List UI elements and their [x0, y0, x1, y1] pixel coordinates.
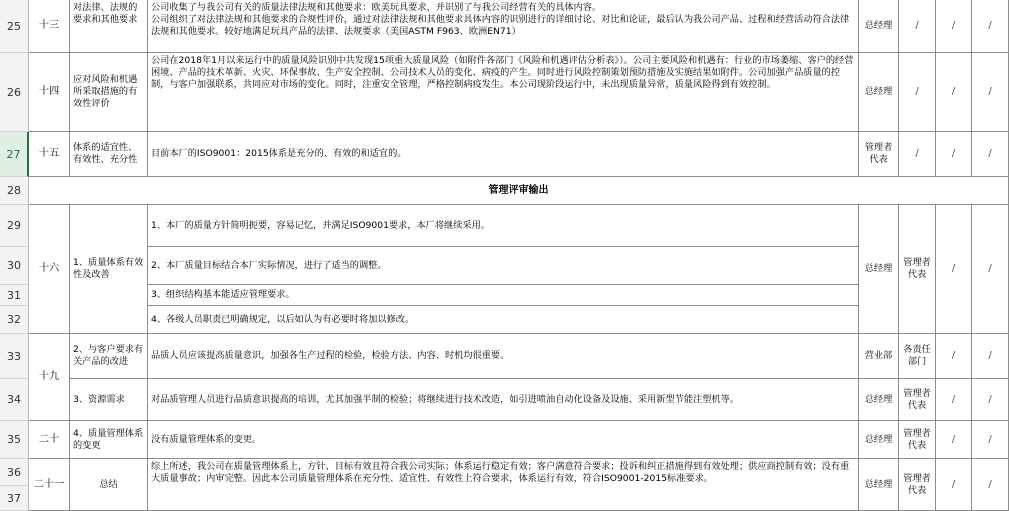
cell-topic[interactable]: 对法律、法规的要求和其他要求 [70, 0, 148, 53]
row-header-26[interactable]: 26 [0, 53, 29, 132]
cell-slash[interactable]: / [936, 379, 972, 421]
cell-slash[interactable]: / [899, 132, 936, 177]
row-header-34[interactable]: 34 [0, 379, 29, 421]
section-header[interactable]: 管理评审输出 [29, 177, 1009, 205]
cell-seq[interactable]: 十九 [29, 334, 70, 421]
row-header-29[interactable]: 29 [0, 205, 29, 247]
cell-content[interactable]: 1、本厂的质量方针简明扼要，容易记忆，并满足ISO9001要求，本厂将继续采用。 [148, 205, 859, 247]
cell-slash[interactable]: / [972, 334, 1009, 379]
row-header-32[interactable]: 32 [0, 306, 29, 334]
cell-content[interactable]: 对品质管理人员进行品质意识提高的培训，尤其加强半制的检验；将继续进行技术改造，如引进喷油自动化设备及设施、采用新型节能注塑机等。 [148, 379, 859, 421]
cell-slash[interactable]: / [972, 205, 1009, 334]
cell-responsible[interactable]: 各责任部门 [899, 334, 936, 379]
cell-slash[interactable]: / [972, 421, 1009, 459]
cell-seq[interactable]: 十六 [29, 205, 70, 334]
cell-topic[interactable]: 体系的适宜性、有效性、充分性 [70, 132, 148, 177]
cell-seq[interactable]: 十五 [29, 132, 70, 177]
cell-responsible[interactable]: 管理者代表 [899, 205, 936, 334]
cell-content[interactable]: 2、本厂质量目标结合本厂实际情况，进行了适当的调整。 [148, 247, 859, 285]
cell-owner[interactable]: 营业部 [859, 334, 899, 379]
cell-slash[interactable]: / [936, 132, 972, 177]
cell-slash[interactable]: / [899, 0, 936, 53]
cell-slash[interactable]: / [972, 53, 1009, 132]
cell-slash[interactable]: / [936, 53, 972, 132]
cell-slash[interactable]: / [972, 379, 1009, 421]
cell-content[interactable]: 3、组织结构基本能适应管理要求。 [148, 285, 859, 306]
cell-content[interactable]: 公司收集了与我公司有关的质量法律法规和其他要求：欧美玩具要求，并识别了与我公司经营有关的具体内容。 公司组织了对法律法规和其他要求的合规性评价，通过对法律法规和其他要求具体内容的识别进行的详细讨论、对比和论证，最后认为我公司产品、过程和经营活动符合法律法规和其他要求。较好地满足玩具产品的法律、法规要求（美国ASTM F963、欧洲EN71） [148, 0, 859, 53]
cell-topic[interactable]: 3、资源需求 [70, 379, 148, 421]
cell-owner[interactable]: 总经理 [859, 0, 899, 53]
cell-slash[interactable]: / [899, 53, 936, 132]
cell-content[interactable]: 没有质量管理体系的变更。 [148, 421, 859, 459]
cell-responsible[interactable]: 管理者代表 [899, 379, 936, 421]
cell-owner[interactable]: 总经理 [859, 459, 899, 511]
cell-owner[interactable]: 总经理 [859, 53, 899, 132]
cell-topic[interactable]: 总结 [70, 459, 148, 511]
cell-slash[interactable]: / [936, 421, 972, 459]
cell-topic[interactable]: 1、质量体系有效性及改善 [70, 205, 148, 334]
row-header-36[interactable]: 36 [0, 459, 29, 486]
cell-seq[interactable]: 二十 [29, 421, 70, 459]
cell-topic[interactable]: 4、质量管理体系的变更 [70, 421, 148, 459]
cell-seq[interactable]: 十三 [29, 0, 70, 53]
cell-slash[interactable]: / [972, 132, 1009, 177]
cell-topic[interactable]: 2、与客户要求有关产品的改进 [70, 334, 148, 379]
row-header-37[interactable]: 37 [0, 486, 29, 511]
cell-owner[interactable]: 管理者代表 [859, 132, 899, 177]
row-header-30[interactable]: 30 [0, 247, 29, 285]
cell-content[interactable]: 公司在2018年1月以来运行中的质量风险识别中共发现15项重大质量风险（如附件各部门《风险和机遇评估分析表》）。公司主要风险和机遇有：行业的市场萎缩、客户的经营困境、产品的技术革新、火灾、环保事故、生产安全控制、公司技术人员的变化、病疫的产生。同时进行风险控制策划预防措施及实施结果如附件。公司加强产品质量的控制，与客户加强联系，共同应对市场的变化。同时，注重安全管理，严格控制病疫发生。本公司现阶段运行中，未出现质量异常，质量风险得到有效控制。 [148, 53, 859, 132]
cell-owner[interactable]: 总经理 [859, 379, 899, 421]
cell-owner[interactable]: 总经理 [859, 205, 899, 334]
row-header-25[interactable]: 25 [0, 0, 29, 53]
cell-content[interactable]: 目前本厂的ISO9001：2015体系是充分的、有效的和适宜的。 [148, 132, 859, 177]
cell-content[interactable]: 综上所述，我公司在质量管理体系上，方针、目标有效且符合我公司实际；体系运行稳定有效；客户满意符合要求；投诉和纠正措施得到有效处理；供应商控制有效；没有重大质量事故；内审完整。因此本公司质量管理体系在充分性、适宜性、有效性上符合要求，体系运行有效，符合ISO9001-2015标准要求。 [148, 459, 859, 511]
row-header-33[interactable]: 33 [0, 334, 29, 379]
row-header-35[interactable]: 35 [0, 421, 29, 459]
cell-seq[interactable]: 二十一 [29, 459, 70, 511]
cell-topic[interactable]: 应对风险和机遇所采取措施的有效性评价 [70, 53, 148, 132]
cell-slash[interactable]: / [972, 0, 1009, 53]
cell-content[interactable]: 4、各级人员职责已明确规定，以后如认为有必要时将加以修改。 [148, 306, 859, 334]
cell-content[interactable]: 品质人员应该提高质量意识，加强各生产过程的检验，检验方法、内容、时机均很重要。 [148, 334, 859, 379]
cell-slash[interactable]: / [936, 0, 972, 53]
cell-responsible[interactable]: 管理者代表 [899, 459, 936, 511]
cell-responsible[interactable]: 管理者代表 [899, 421, 936, 459]
cell-slash[interactable]: / [972, 459, 1009, 511]
row-header-31[interactable]: 31 [0, 285, 29, 306]
row-header-28[interactable]: 28 [0, 177, 29, 205]
cell-slash[interactable]: / [936, 334, 972, 379]
row-header-27[interactable]: 27 [0, 132, 29, 177]
cell-slash[interactable]: / [936, 459, 972, 511]
cell-slash[interactable]: / [936, 205, 972, 334]
cell-owner[interactable]: 总经理 [859, 421, 899, 459]
cell-seq[interactable]: 十四 [29, 53, 70, 132]
